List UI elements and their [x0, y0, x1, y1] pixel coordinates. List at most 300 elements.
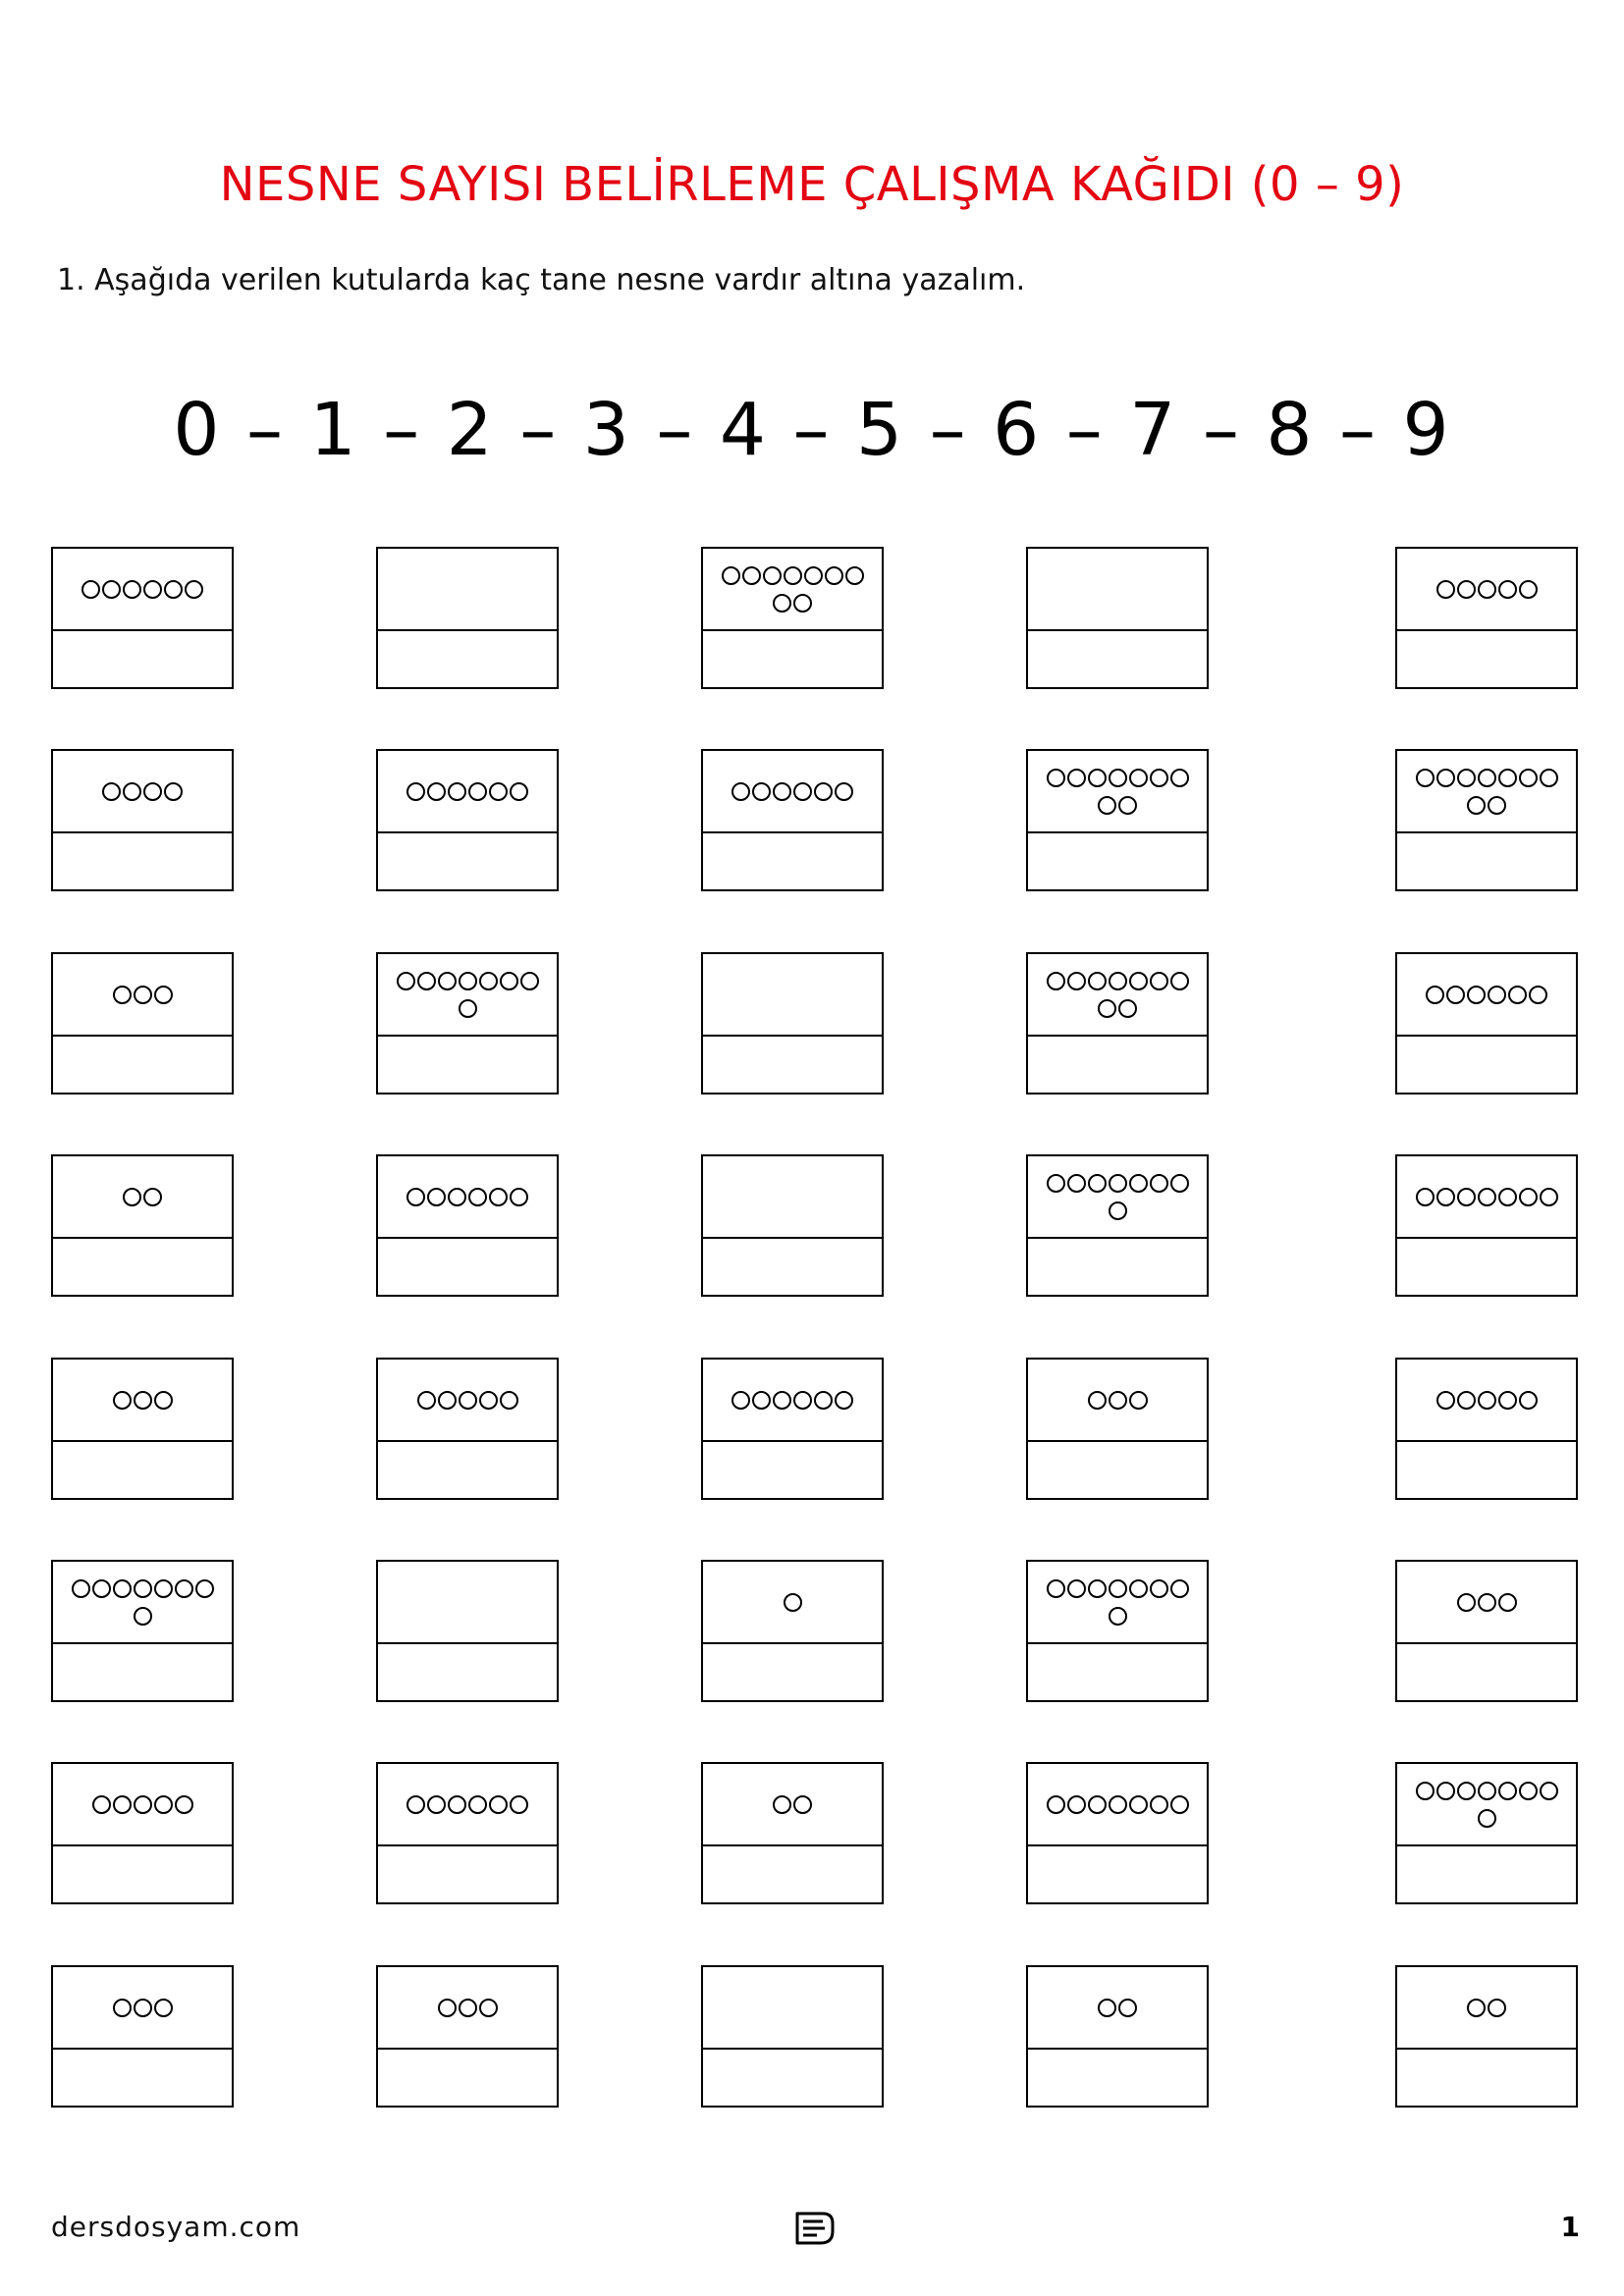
circle-icon	[1067, 972, 1086, 990]
circle-icon	[1067, 769, 1086, 787]
circle-icon	[406, 782, 425, 801]
circle-icon	[1488, 1999, 1506, 2017]
circle-icon	[1416, 1782, 1435, 1800]
answer-field[interactable]	[703, 630, 882, 687]
count-box	[376, 749, 559, 891]
objects-area	[53, 1967, 232, 2050]
circle-row	[396, 967, 540, 994]
circle-row	[1466, 791, 1507, 819]
circle-row	[437, 1994, 499, 2021]
count-box	[51, 749, 234, 891]
circle-icon	[1436, 1188, 1455, 1206]
count-box	[701, 1154, 884, 1297]
circle-icon	[468, 1795, 487, 1814]
objects-area	[1028, 1360, 1207, 1442]
answer-field[interactable]	[1397, 832, 1576, 889]
objects-area	[53, 549, 232, 631]
circle-icon	[459, 1999, 477, 2017]
objects-area	[1397, 1562, 1576, 1644]
circle-icon	[448, 782, 466, 801]
circle-icon	[143, 1188, 162, 1206]
answer-field[interactable]	[378, 1238, 557, 1295]
circle-icon	[1109, 1391, 1127, 1410]
number-line: 0 – 1 – 2 – 3 – 4 – 5 – 6 – 7 – 8 – 9	[173, 388, 1451, 472]
circle-icon	[1416, 769, 1435, 787]
count-box	[1395, 1358, 1578, 1500]
circle-icon	[164, 782, 183, 801]
circle-icon	[154, 1579, 173, 1598]
circle-icon	[1088, 1795, 1107, 1814]
objects-area	[378, 751, 557, 833]
circle-icon	[500, 972, 518, 990]
circle-icon	[1109, 1579, 1127, 1598]
circle-icon	[113, 1579, 132, 1598]
circle-icon	[185, 580, 203, 599]
circle-row	[1087, 1386, 1149, 1414]
circle-icon	[773, 1795, 791, 1814]
circle-icon	[1150, 1579, 1168, 1598]
answer-field[interactable]	[1028, 630, 1207, 687]
circle-icon	[1436, 580, 1455, 599]
circle-row	[112, 1994, 174, 2021]
count-box	[1395, 1965, 1578, 2108]
circle-icon	[742, 566, 761, 585]
circle-icon	[459, 972, 477, 990]
objects-area	[1397, 549, 1576, 631]
circle-row	[1046, 764, 1190, 791]
circle-icon	[459, 999, 477, 1018]
circle-icon	[459, 1391, 477, 1410]
count-box	[1026, 547, 1209, 689]
count-box	[701, 1762, 884, 1904]
circle-icon	[154, 1795, 173, 1814]
circle-icon	[1170, 769, 1189, 787]
objects-area	[703, 751, 882, 833]
circle-icon	[397, 972, 415, 990]
circle-icon	[417, 1391, 436, 1410]
circle-icon	[1067, 1174, 1086, 1193]
answer-field[interactable]	[1397, 1238, 1576, 1295]
circle-row	[731, 1386, 854, 1414]
circle-row	[416, 1386, 519, 1414]
circle-icon	[1478, 1809, 1496, 1828]
circle-icon	[92, 1579, 111, 1598]
circle-icon	[1498, 1782, 1517, 1800]
footer-site: dersdosyam.com	[51, 2211, 301, 2243]
count-box	[376, 1560, 559, 1702]
circle-icon	[438, 1999, 457, 2017]
circle-row	[406, 777, 529, 805]
objects-area	[703, 1562, 882, 1644]
count-box	[376, 1762, 559, 1904]
circle-icon	[479, 972, 498, 990]
answer-field[interactable]	[703, 1643, 882, 1700]
circle-icon	[1118, 999, 1137, 1018]
circle-icon	[123, 580, 141, 599]
answer-field[interactable]	[703, 1238, 882, 1295]
circle-icon	[793, 1391, 812, 1410]
answer-field[interactable]	[1028, 1845, 1207, 1902]
circle-icon	[1467, 986, 1486, 1004]
circle-icon	[1109, 769, 1127, 787]
circle-icon	[1129, 1579, 1148, 1598]
circle-row	[772, 589, 813, 616]
circle-icon	[773, 782, 791, 801]
circle-icon	[784, 566, 802, 585]
circle-row	[1046, 1169, 1190, 1197]
circle-row	[1435, 575, 1539, 603]
circle-icon	[113, 1795, 132, 1814]
circle-icon	[489, 782, 508, 801]
objects-area	[1028, 549, 1207, 631]
circle-icon	[1088, 1391, 1107, 1410]
circle-row	[133, 1602, 153, 1629]
count-box	[1026, 1560, 1209, 1702]
objects-area	[378, 549, 557, 631]
count-box	[51, 1358, 234, 1500]
answer-field[interactable]	[53, 1238, 232, 1295]
answer-field[interactable]	[1397, 1643, 1576, 1700]
circle-icon	[1129, 1391, 1148, 1410]
circle-icon	[1150, 972, 1168, 990]
answer-field[interactable]	[703, 1441, 882, 1498]
page-number: 1	[1560, 2211, 1580, 2243]
circle-icon	[438, 1391, 457, 1410]
circle-icon	[1488, 796, 1506, 815]
answer-field[interactable]	[53, 1643, 232, 1700]
answer-field[interactable]	[1028, 1036, 1207, 1093]
circle-icon	[154, 1999, 173, 2017]
answer-field[interactable]	[53, 1441, 232, 1498]
circle-icon	[1498, 1188, 1517, 1206]
objects-area	[378, 954, 557, 1037]
count-box	[1026, 952, 1209, 1095]
answer-field[interactable]	[1397, 2049, 1576, 2106]
answer-field[interactable]	[1397, 1441, 1576, 1498]
circle-icon	[1426, 986, 1444, 1004]
circle-icon	[1047, 1174, 1065, 1193]
answer-field[interactable]	[378, 1036, 557, 1093]
count-box	[1395, 1154, 1578, 1297]
count-box	[701, 547, 884, 689]
count-box	[701, 1358, 884, 1500]
circle-icon	[1498, 1593, 1517, 1612]
circle-icon	[1467, 796, 1486, 815]
circle-icon	[417, 972, 436, 990]
circle-icon	[1150, 1795, 1168, 1814]
circle-icon	[1150, 769, 1168, 787]
objects-area	[1028, 751, 1207, 833]
count-box	[376, 1965, 559, 2108]
objects-area	[1397, 1156, 1576, 1239]
circle-row	[81, 575, 204, 603]
circle-row	[1466, 1994, 1507, 2021]
circle-row	[1435, 1386, 1539, 1414]
circle-icon	[1519, 580, 1538, 599]
circle-icon	[102, 580, 121, 599]
circle-row	[91, 1790, 194, 1818]
answer-field[interactable]	[378, 832, 557, 889]
circle-icon	[479, 1999, 498, 2017]
objects-area	[703, 1360, 882, 1442]
circle-icon	[427, 1188, 446, 1206]
circle-icon	[1150, 1174, 1168, 1193]
circle-icon	[1457, 1188, 1476, 1206]
count-box	[1395, 952, 1578, 1095]
answer-field[interactable]	[53, 1036, 232, 1093]
circle-icon	[175, 1795, 193, 1814]
circle-icon	[1088, 972, 1107, 990]
circle-icon	[1446, 986, 1465, 1004]
objects-area	[1028, 1156, 1207, 1239]
objects-area	[703, 1764, 882, 1846]
circle-row	[1477, 1804, 1497, 1832]
circle-icon	[134, 1579, 152, 1598]
circle-row	[1108, 1602, 1128, 1629]
circle-icon	[468, 1188, 487, 1206]
circle-icon	[154, 986, 173, 1004]
circle-row	[1097, 994, 1138, 1022]
circle-icon	[1170, 972, 1189, 990]
document-lines-icon	[793, 2210, 837, 2247]
circle-icon	[1467, 1999, 1486, 2017]
circle-icon	[134, 1391, 152, 1410]
circle-icon	[1129, 1795, 1148, 1814]
circle-icon	[1519, 1782, 1538, 1800]
count-box	[1395, 547, 1578, 689]
answer-field[interactable]	[1028, 1643, 1207, 1700]
objects-area	[53, 1764, 232, 1846]
objects-area	[1397, 1764, 1576, 1846]
circle-icon	[1478, 1188, 1496, 1206]
circle-icon	[1088, 1579, 1107, 1598]
circle-icon	[1478, 580, 1496, 599]
objects-area	[703, 1156, 882, 1239]
objects-area	[1397, 751, 1576, 833]
circle-icon	[1088, 1174, 1107, 1193]
circle-row	[731, 777, 854, 805]
circle-row	[122, 1183, 163, 1210]
circle-icon	[1170, 1174, 1189, 1193]
answer-field[interactable]	[1028, 832, 1207, 889]
circle-icon	[835, 782, 853, 801]
circle-icon	[1498, 769, 1517, 787]
circle-row	[1425, 981, 1548, 1008]
objects-area	[53, 1156, 232, 1239]
circle-icon	[1457, 580, 1476, 599]
answer-field[interactable]	[378, 2049, 557, 2106]
objects-area	[378, 1764, 557, 1846]
objects-area	[1028, 954, 1207, 1037]
circle-icon	[1129, 972, 1148, 990]
answer-field[interactable]	[1028, 1441, 1207, 1498]
circle-row	[1097, 1994, 1138, 2021]
count-box	[1026, 1762, 1209, 1904]
circle-icon	[825, 566, 843, 585]
circle-icon	[102, 782, 121, 801]
circle-icon	[793, 782, 812, 801]
circle-icon	[804, 566, 823, 585]
circle-row	[71, 1575, 215, 1602]
objects-area	[703, 549, 882, 631]
answer-field[interactable]	[703, 1036, 882, 1093]
circle-icon	[793, 594, 812, 613]
count-box	[51, 1154, 234, 1297]
circle-icon	[763, 566, 782, 585]
answer-field[interactable]	[1397, 1036, 1576, 1093]
count-box	[1026, 1154, 1209, 1297]
circle-icon	[500, 1391, 518, 1410]
answer-field[interactable]	[703, 2049, 882, 2106]
answer-field[interactable]	[378, 1441, 557, 1498]
circle-icon	[1540, 1188, 1558, 1206]
circle-icon	[814, 1391, 833, 1410]
circle-icon	[123, 1188, 141, 1206]
circle-icon	[1067, 1579, 1086, 1598]
circle-icon	[1498, 1391, 1517, 1410]
count-box	[1395, 749, 1578, 891]
objects-area	[1028, 1562, 1207, 1644]
answer-field[interactable]	[1028, 1238, 1207, 1295]
circle-icon	[835, 1391, 853, 1410]
answer-field[interactable]	[53, 630, 232, 687]
objects-area	[1028, 1967, 1207, 2050]
circle-icon	[1457, 1782, 1476, 1800]
circle-icon	[134, 1999, 152, 2017]
circle-icon	[773, 594, 791, 613]
circle-icon	[406, 1188, 425, 1206]
instruction-text: 1. Aşağıda verilen kutularda kaç tane nesne vardır altına yazalım.	[57, 263, 1026, 297]
circle-row	[1108, 1197, 1128, 1224]
circle-row	[1456, 1588, 1518, 1616]
circle-row	[1046, 967, 1190, 994]
answer-field[interactable]	[1028, 2049, 1207, 2106]
circle-icon	[134, 986, 152, 1004]
answer-field[interactable]	[1397, 630, 1576, 687]
count-box	[51, 1762, 234, 1904]
circle-icon	[468, 782, 487, 801]
objects-area	[378, 1156, 557, 1239]
circle-icon	[1098, 1999, 1116, 2017]
circle-icon	[113, 986, 132, 1004]
circle-icon	[427, 782, 446, 801]
circle-icon	[1478, 1593, 1496, 1612]
circle-icon	[1047, 972, 1065, 990]
circle-icon	[489, 1188, 508, 1206]
objects-area	[703, 954, 882, 1037]
circle-icon	[1067, 1795, 1086, 1814]
answer-field[interactable]	[703, 1845, 882, 1902]
circle-icon	[752, 1391, 771, 1410]
circle-icon	[1118, 1999, 1137, 2017]
answer-field[interactable]	[53, 1845, 232, 1902]
circle-icon	[1088, 769, 1107, 787]
circle-icon	[510, 1188, 528, 1206]
circle-icon	[1540, 769, 1558, 787]
objects-area	[1028, 1764, 1207, 1846]
count-box	[51, 547, 234, 689]
answer-field[interactable]	[378, 630, 557, 687]
count-box	[701, 749, 884, 891]
circle-icon	[1519, 1391, 1538, 1410]
circle-row	[783, 1588, 803, 1616]
answer-field[interactable]	[53, 832, 232, 889]
answer-field[interactable]	[703, 832, 882, 889]
circle-icon	[1109, 1174, 1127, 1193]
circle-icon	[1478, 1782, 1496, 1800]
circle-row	[721, 561, 865, 589]
circle-icon	[72, 1579, 90, 1598]
answer-field[interactable]	[1397, 1845, 1576, 1902]
circle-icon	[427, 1795, 446, 1814]
count-box	[1026, 749, 1209, 891]
circle-icon	[773, 1391, 791, 1410]
circle-icon	[1109, 1607, 1127, 1626]
circle-icon	[1170, 1795, 1189, 1814]
circle-icon	[1129, 769, 1148, 787]
circle-icon	[1047, 769, 1065, 787]
circle-icon	[1519, 1188, 1538, 1206]
circle-icon	[143, 782, 162, 801]
count-box	[376, 1358, 559, 1500]
circle-row	[772, 1790, 813, 1818]
circle-icon	[164, 580, 183, 599]
objects-area	[53, 954, 232, 1037]
circle-icon	[134, 1795, 152, 1814]
answer-field[interactable]	[378, 1845, 557, 1902]
circle-icon	[1508, 986, 1527, 1004]
circle-icon	[1047, 1579, 1065, 1598]
circle-icon	[520, 972, 539, 990]
circle-icon	[1109, 972, 1127, 990]
objects-area	[378, 1562, 557, 1644]
circle-icon	[814, 782, 833, 801]
circle-icon	[123, 782, 141, 801]
circle-row	[1046, 1790, 1190, 1818]
circle-icon	[731, 782, 750, 801]
circle-row	[112, 1386, 174, 1414]
count-box	[376, 1154, 559, 1297]
circle-icon	[1109, 1201, 1127, 1220]
circle-row	[1046, 1575, 1190, 1602]
count-box	[51, 1965, 234, 2108]
circle-icon	[722, 566, 740, 585]
answer-field[interactable]	[53, 2049, 232, 2106]
circle-row	[1415, 764, 1559, 791]
circle-icon	[752, 782, 771, 801]
answer-field[interactable]	[378, 1643, 557, 1700]
circle-icon	[175, 1579, 193, 1598]
circle-icon	[510, 1795, 528, 1814]
page-title: NESNE SAYISI BELİRLEME ÇALIŞMA KAĞIDI (0 – 9)	[219, 157, 1405, 212]
circle-row	[406, 1790, 529, 1818]
circle-icon	[1457, 769, 1476, 787]
circle-icon	[1118, 796, 1137, 815]
circle-row	[1415, 1777, 1559, 1804]
circle-row	[101, 777, 184, 805]
circle-icon	[479, 1391, 498, 1410]
circle-icon	[195, 1579, 214, 1598]
objects-area	[1397, 1360, 1576, 1442]
objects-area	[703, 1967, 882, 2050]
objects-area	[378, 1360, 557, 1442]
objects-area	[1397, 1967, 1576, 2050]
circle-icon	[154, 1391, 173, 1410]
circle-icon	[793, 1795, 812, 1814]
circle-icon	[1529, 986, 1547, 1004]
objects-area	[378, 1967, 557, 2050]
count-box	[1026, 1358, 1209, 1500]
